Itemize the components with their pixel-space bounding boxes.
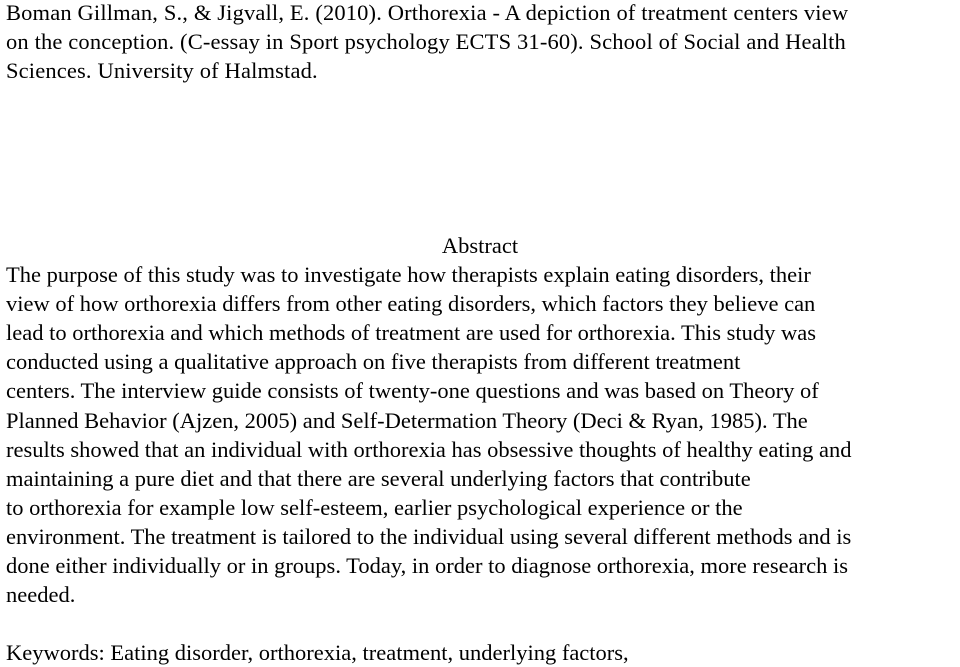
abstract-heading: Abstract <box>441 233 519 258</box>
citation-line: on the conception. (C-essay in Sport psychology ECTS 31-60). School of Social and Health <box>6 29 846 54</box>
abstract-line: to orthorexia for example low self-esteem, earlier psychological experience or the <box>6 495 743 520</box>
abstract-line: maintaining a pure diet and that there are several underlying factors that contribute <box>6 466 751 491</box>
abstract-line: Planned Behavior (Ajzen, 2005) and Self-Determation Theory (Deci & Ryan, 1985). The <box>6 408 808 433</box>
abstract-line: environment. The treatment is tailored to the individual using several different methods and is <box>6 524 852 549</box>
citation-line: Sciences. University of Halmstad. <box>6 58 318 83</box>
abstract-line: needed. <box>6 582 76 607</box>
abstract-line: centers. The interview guide consists of twenty-one questions and was based on Theory of <box>6 378 819 403</box>
abstract-line: done either individually or in groups. Today, in order to diagnose orthorexia, more research is <box>6 553 848 578</box>
abstract-line: conducted using a qualitative approach on five therapists from different treatment <box>6 349 741 374</box>
abstract-line: view of how orthorexia differs from other eating disorders, which factors they believe can <box>6 291 816 316</box>
abstract-line: results showed that an individual with orthorexia has obsessive thoughts of healthy eating and <box>6 437 852 462</box>
citation-line: Boman Gillman, S., & Jigvall, E. (2010). Orthorexia - A depiction of treatment centers view <box>6 0 849 25</box>
abstract-line: lead to orthorexia and which methods of treatment are used for orthorexia. This study was <box>6 320 816 345</box>
keywords: Keywords: Eating disorder, orthorexia, treatment, underlying factors, <box>6 640 629 665</box>
abstract-line: The purpose of this study was to investigate how therapists explain eating disorders, their <box>6 262 811 287</box>
